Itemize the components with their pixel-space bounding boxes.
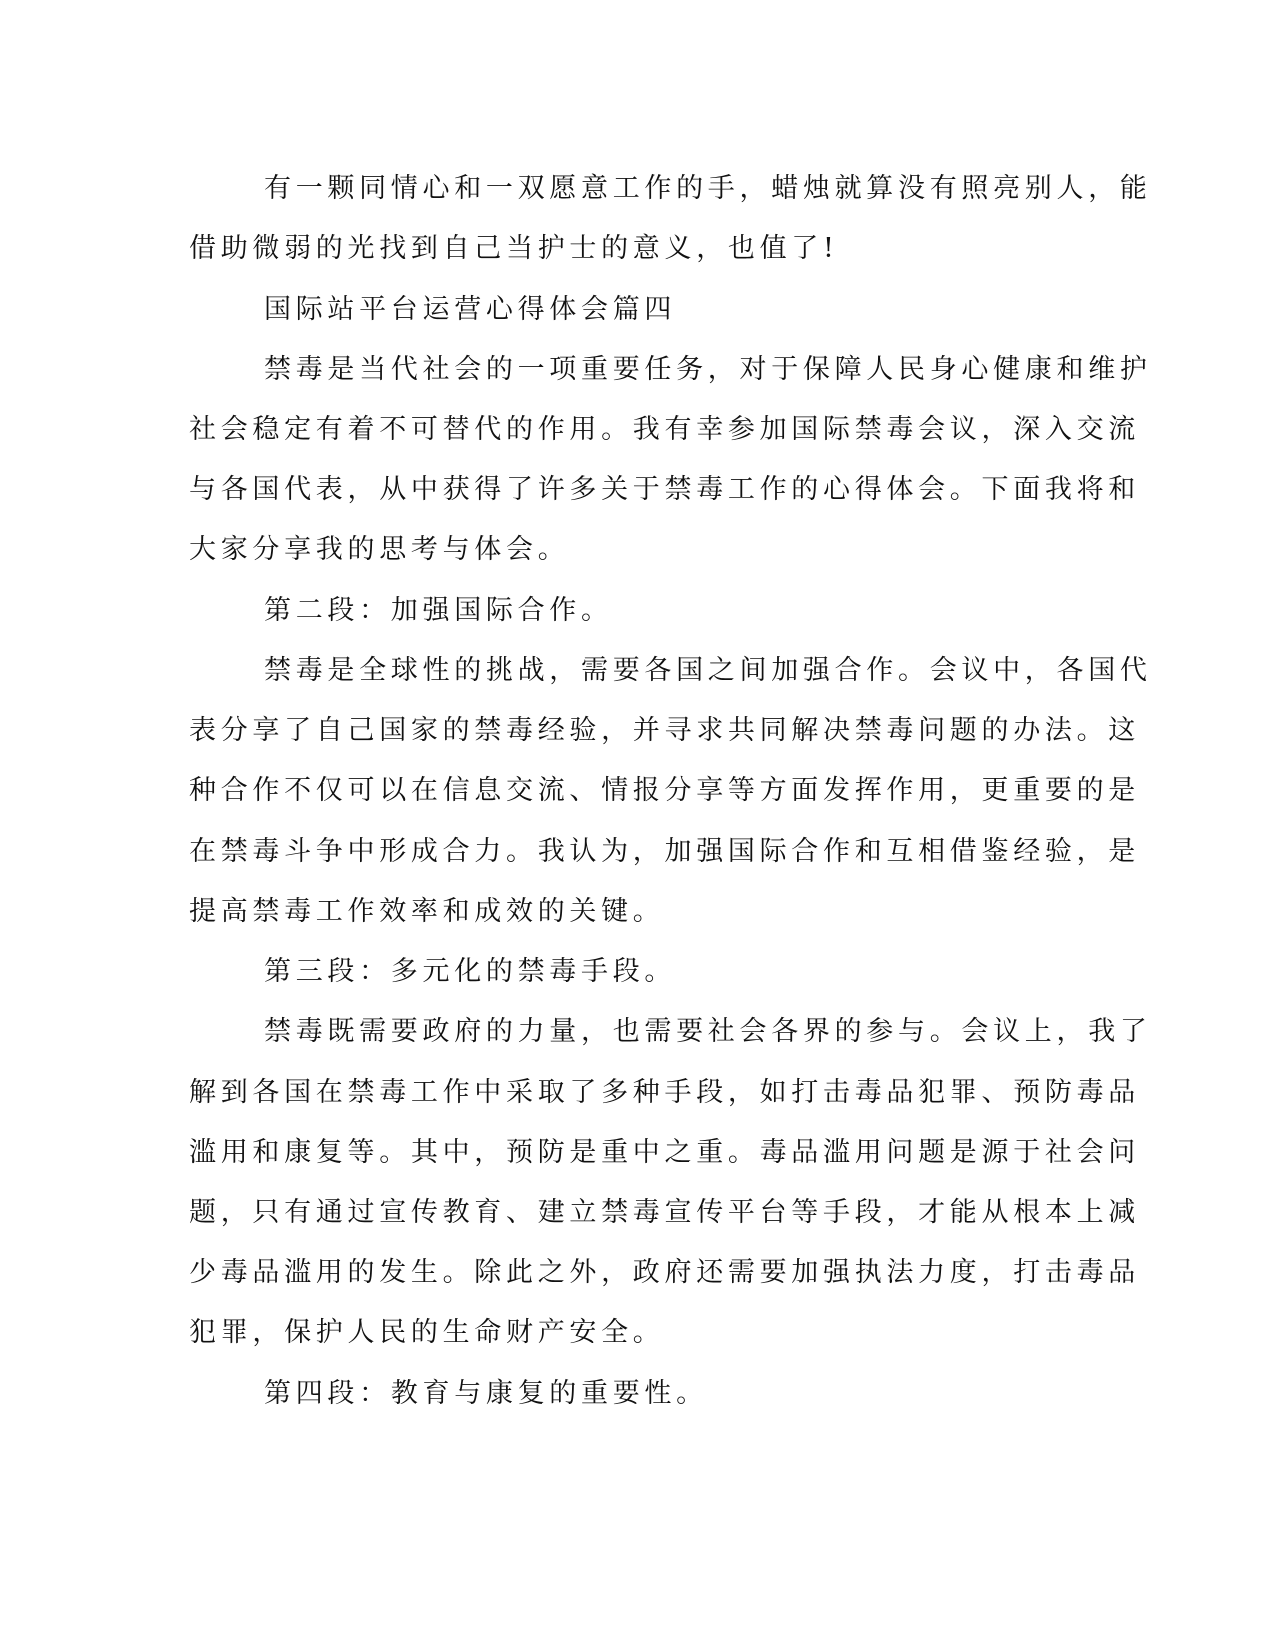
paragraph-line: 社会稳定有着不可替代的作用。我有幸参加国际禁毒会议，深入交流 [189, 414, 1140, 445]
paragraph-line: 禁毒是当代社会的一项重要任务，对于保障人民身心健康和维护 [264, 354, 1152, 385]
paragraph-line: 与各国代表，从中获得了许多关于禁毒工作的心得体会。下面我将和 [189, 474, 1140, 505]
paragraph-line: 解到各国在禁毒工作中采取了多种手段，如打击毒品犯罪、预防毒品 [189, 1077, 1140, 1108]
section-heading: 国际站平台运营心得体会篇四 [264, 294, 677, 325]
section-heading: 第二段：加强国际合作。 [264, 595, 613, 626]
paragraph-line: 少毒品滥用的发生。除此之外，政府还需要加强执法力度，打击毒品 [189, 1257, 1140, 1288]
paragraph-line: 提高禁毒工作效率和成效的关键。 [189, 896, 665, 927]
paragraph-line: 禁毒是全球性的挑战，需要各国之间加强合作。会议中，各国代 [264, 655, 1152, 686]
paragraph-line: 滥用和康复等。其中，预防是重中之重。毒品滥用问题是源于社会问 [189, 1137, 1140, 1168]
paragraph-line: 表分享了自己国家的禁毒经验，并寻求共同解决禁毒问题的办法。这 [189, 715, 1140, 746]
paragraph-line: 种合作不仅可以在信息交流、情报分享等方面发挥作用，更重要的是 [189, 775, 1140, 806]
paragraph-line: 在禁毒斗争中形成合力。我认为，加强国际合作和互相借鉴经验，是 [189, 836, 1140, 867]
paragraph-line: 有一颗同情心和一双愿意工作的手，蜡烛就算没有照亮别人，能 [264, 173, 1152, 204]
paragraph-line: 大家分享我的思考与体会。 [189, 534, 570, 565]
section-heading: 第四段：教育与康复的重要性。 [264, 1378, 708, 1409]
section-heading: 第三段：多元化的禁毒手段。 [264, 956, 677, 987]
paragraph-line: 借助微弱的光找到自己当护士的意义，也值了! [189, 233, 839, 264]
paragraph-line: 禁毒既需要政府的力量，也需要社会各界的参与。会议上，我了 [264, 1016, 1152, 1047]
paragraph-line: 题，只有通过宣传教育、建立禁毒宣传平台等手段，才能从根本上减 [189, 1197, 1140, 1228]
paragraph-line: 犯罪，保护人民的生命财产安全。 [189, 1317, 665, 1348]
